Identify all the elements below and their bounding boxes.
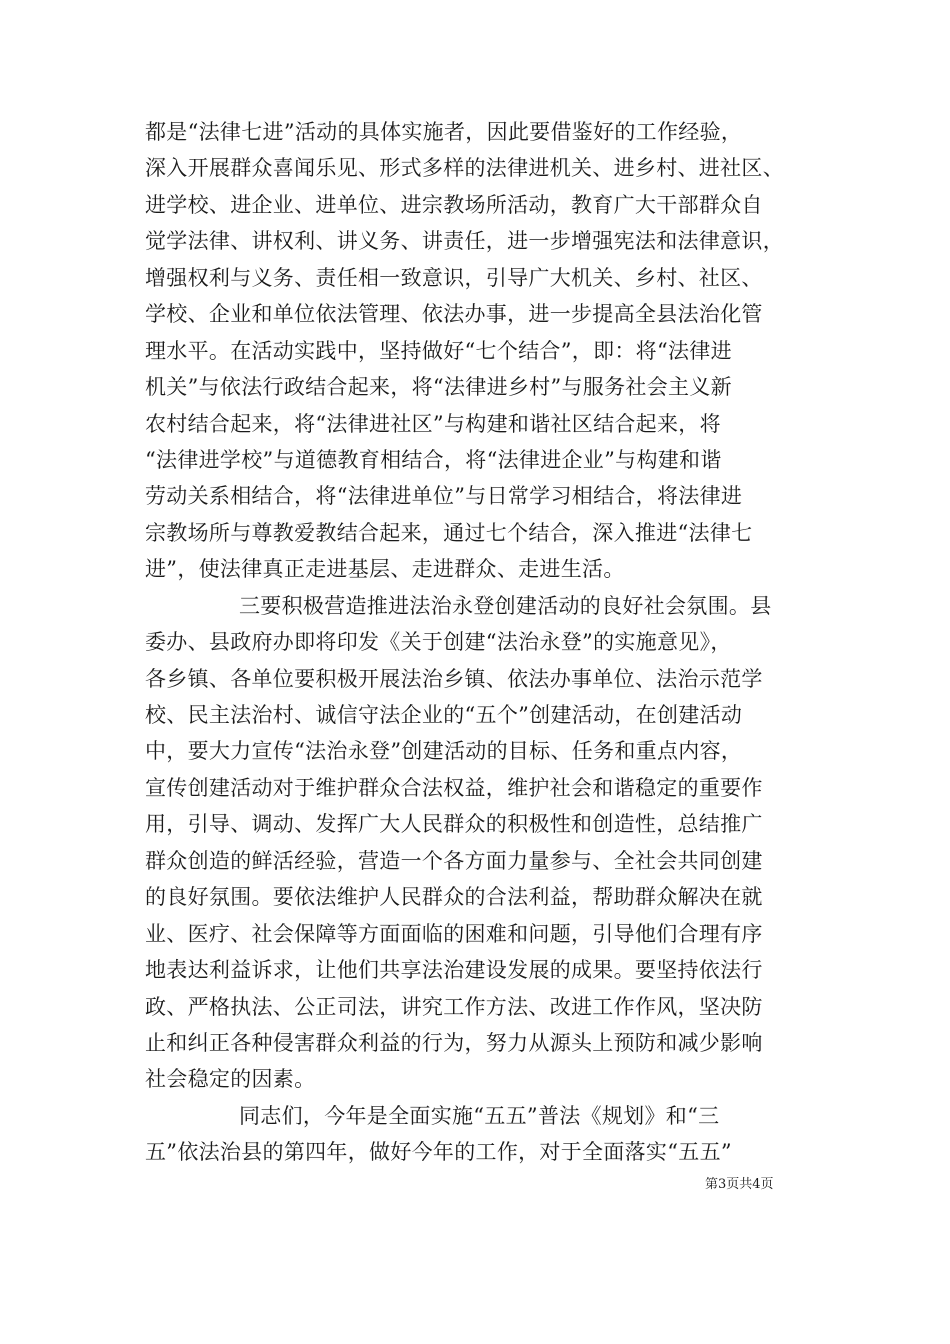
text-line: 止和纠正各种侵害群众利益的行为，努力从源头上预防和减少影响 [145,1030,763,1055]
text-line: 委办、县政府办即将印发《关于创建“法治永登”的实施意见》， [145,630,732,655]
text-line: 农村结合起来，将“法律进社区”与构建和谐社区结合起来，将 [145,411,721,436]
text-line: 深入开展群众喜闻乐见、形式多样的法律进机关、进乡村、进社区、 [145,156,784,181]
text-line: 宣传创建活动对于维护群众合法权益，维护社会和谐稳定的重要作 [145,775,763,800]
text-line: 宗教场所与尊教爱教结合起来，通过七个结合，深入推进“法律七 [145,520,753,545]
text-line: 三要积极营造推进法治永登创建活动的良好社会氛围。县 [239,593,772,618]
text-line: 的良好氛围。要依法维护人民群众的合法利益，帮助群众解决在就 [145,885,763,910]
text-line: 增强权利与义务、责任相一致意识，引导广大机关、乡村、社区、 [145,265,763,290]
text-line: 政、严格执法、公正司法，讲究工作方法、改进工作作风，坚决防 [145,994,763,1019]
text-line: 觉学法律、讲权利、讲义务、讲责任，进一步增强宪法和法律意识， [145,229,784,254]
text-line: 学校、企业和单位依法管理、依法办事，进一步提高全县法治化管 [145,302,763,327]
text-line: 业、医疗、社会保障等方面面临的困难和问题，引导他们合理有序 [145,921,763,946]
page-number-footer: 第3页共4页 [705,1177,774,1192]
text-line: 机关”与依法行政结合起来，将“法律进乡村”与服务社会主义新 [145,375,732,400]
text-line: 校、民主法治村、诚信守法企业的“五个”创建活动，在创建活动 [145,703,743,727]
text-line: 五”依法治县的第四年，做好今年的工作，对于全面落实“五五” [145,1140,732,1165]
text-line: 各乡镇、各单位要积极开展法治乡镇、依法办事单位、法治示范学 [145,666,763,691]
body-text [145,114,825,1171]
text-line: 同志们，今年是全面实施“五五”普法《规划》和“三 [239,1103,720,1128]
text-line: 进学校、进企业、进单位、进宗教场所活动，教育广大干部群众自 [145,192,763,217]
text-line: 地表达利益诉求，让他们共享法治建设发展的成果。要坚持依法行 [145,958,763,983]
text-line: 理水平。在活动实践中，坚持做好“七个结合”，即：将“法律进 [145,338,732,363]
text-line: 进”，使法律真正走进基层、走进群众、走进生活。 [145,557,625,582]
text-line: 用，引导、调动、发挥广大人民群众的积极性和创造性，总结推广 [145,812,763,837]
text-line: 群众创造的鲜活经验，营造一个各方面力量参与、全社会共同创建 [145,848,763,873]
text-line: 劳动关系相结合，将“法律进单位”与日常学习相结合，将法律进 [145,484,743,509]
text-line: 都是“法律七进”活动的具体实施者，因此要借鉴好的工作经验， [145,120,743,144]
text-line: “法律进学校”与道德教育相结合，将“法律进企业”与构建和谐 [145,447,722,472]
text-line: 中，要大力宣传“法治永登”创建活动的目标、任务和重点内容， [145,739,743,764]
text-line: 社会稳定的因素。 [145,1067,316,1092]
